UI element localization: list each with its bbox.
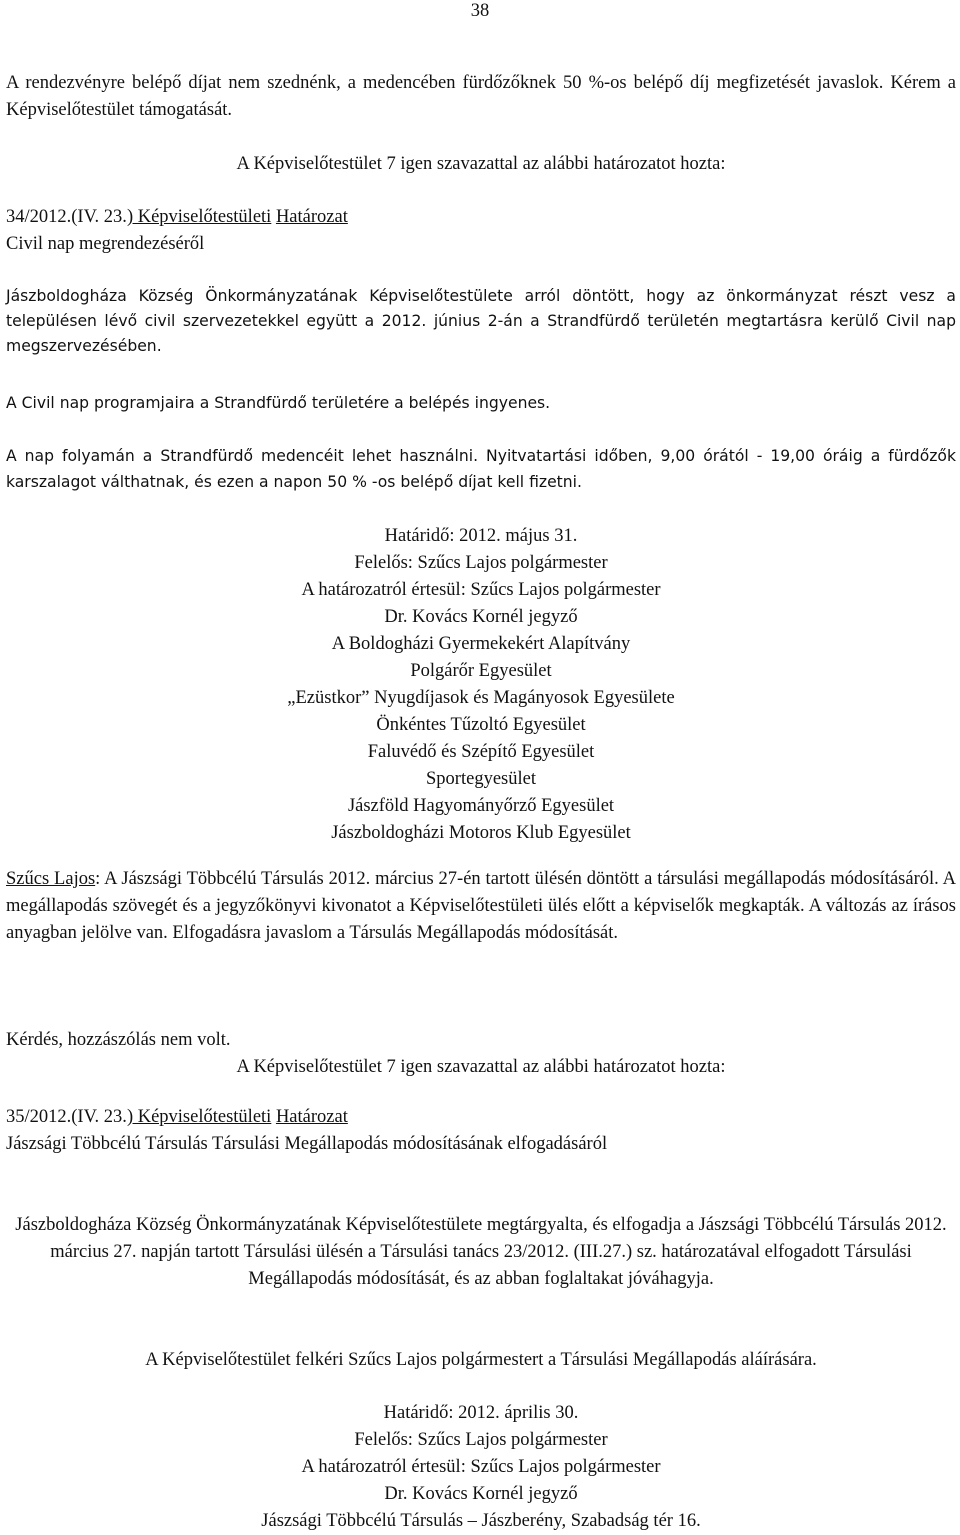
resolution-35-kind: ) Képviselőtestületi <box>126 1107 272 1127</box>
resolution-34-body: Jászboldogháza Község Önkormányzatának Képviselőtestülete arról döntött, hogy az önkormányzat részt vesz a településen lévő civil szervezetekkel együtt a 2012. június 2-án a Strandfürdő területén megtartásra kerülő Civil nap megszervezésében. <box>6 287 956 355</box>
deadline: Határidő: 2012. április 30. <box>383 1403 579 1423</box>
speaker-name: Szűcs Lajos <box>6 869 96 889</box>
recipient: „Ezüstkor” Nyugdíjasok és Magányosok Egyesülete <box>287 688 675 708</box>
resolution-34-pool-usage: A nap folyamán a Strandfürdő medencéit lehet használni. Nyitvatartási időben, 9,00 órától - 19,00 óráig a fürdőzők karszalagot válthatnak, és ezen a napon 50 % -os belépő díjat kell fizetni. <box>6 447 956 491</box>
resolution-34-recipients <box>6 523 956 847</box>
resolution-34-label: Határozat <box>275 207 348 227</box>
resolution-35-request: A Képviselőtestület felkéri Szűcs Lajos polgármestert a Társulási Megállapodás aláírására. <box>145 1350 817 1370</box>
recipient: Önkéntes Tűzoltó Egyesület <box>376 715 586 735</box>
resolution-34-number-line <box>6 204 956 231</box>
recipient: A Boldogházi Gyermekekért Alapítvány <box>331 634 631 654</box>
recipient: Dr. Kovács Kornél jegyző <box>384 1484 578 1504</box>
recipient: Jászföld Hagyományőrző Egyesület <box>347 796 615 816</box>
recipient: Dr. Kovács Kornél jegyző <box>384 607 578 627</box>
speaker-text: : A Jászsági Többcélú Társulás 2012. március 27-én tartott ülésén döntött a társulási megállapodás módosításáról. A megállapodás szövegét és a jegyzőkönyvi kivonatot a Képviselőtestületi ülés előtt a képviselők megkapták. A változás az írásos anyagban jelölve van. Elfogadásra javaslom a Társulás Megállapodás módosítását. <box>6 869 956 943</box>
resolution-35-body: Jászboldogháza Község Önkormányzatának Képviselőtestülete megtárgyalta, és elfogadja a Jászsági Többcélú Társulás 2012. március 27. napján tartott Társulási ülésén a Társulási tanács 23/2012. (III.27.) sz. határozatával elfogadott Társulási Megállapodás módosítását, és az abban foglaltakat jóváhagyja. <box>15 1215 947 1289</box>
recipient: Jászboldogházi Motoros Klub Egyesület <box>331 823 631 843</box>
recipient: Jászsági Többcélú Társulás – Jászberény, Szabadság tér 16. <box>261 1511 701 1531</box>
responsible: Felelős: Szűcs Lajos polgármester <box>354 1430 608 1450</box>
recipient: Faluvédő és Szépítő Egyesület <box>367 742 595 762</box>
recipient: Polgárőr Egyesület <box>410 661 552 681</box>
resolution-35-header <box>6 1104 956 1158</box>
resolution-35-recipients <box>6 1400 956 1535</box>
deadline: Határidő: 2012. május 31. <box>384 526 578 546</box>
paragraph-intro: A rendezvényre belépő díjat nem szednénk, a medencében fürdőzőknek 50 %-os belépő díj megfizetését javaslok. Kérem a Képviselőtestület támogatását. <box>6 73 956 120</box>
resolution-34-title: Civil nap megrendezéséről <box>6 234 205 254</box>
vote-line-1: A Képviselőtestület 7 igen szavazattal az alábbi határozatot hozta: <box>236 154 726 174</box>
no-questions-line: Kérdés, hozzászólás nem volt. <box>6 1030 231 1050</box>
resolution-34-number: 34/2012.(IV. 23. <box>6 207 127 227</box>
recipient: Sportegyesület <box>426 769 536 789</box>
resolution-34-kind: ) Képviselőtestületi <box>126 207 272 227</box>
resolution-35-number: 35/2012.(IV. 23. <box>6 1107 127 1127</box>
page-number: 38 <box>470 1 490 21</box>
resolution-35-number-line <box>6 1104 956 1131</box>
resolution-34-free-entry: A Civil nap programjaira a Strandfürdő területére a belépés ingyenes. <box>6 394 551 412</box>
responsible: Felelős: Szűcs Lajos polgármester <box>354 553 608 573</box>
notified-mayor: A határozatról értesül: Szűcs Lajos polgármester <box>301 1457 661 1477</box>
resolution-35-title: Jászsági Többcélú Társulás Társulási Megállapodás módosításának elfogadásáról <box>6 1134 608 1154</box>
vote-line-2: A Képviselőtestület 7 igen szavazattal az alábbi határozatot hozta: <box>236 1057 726 1077</box>
speaker-paragraph <box>6 866 956 947</box>
resolution-35-label: Határozat <box>275 1107 348 1127</box>
notified-mayor: A határozatról értesül: Szűcs Lajos polgármester <box>301 580 661 600</box>
resolution-34-header <box>6 204 956 258</box>
